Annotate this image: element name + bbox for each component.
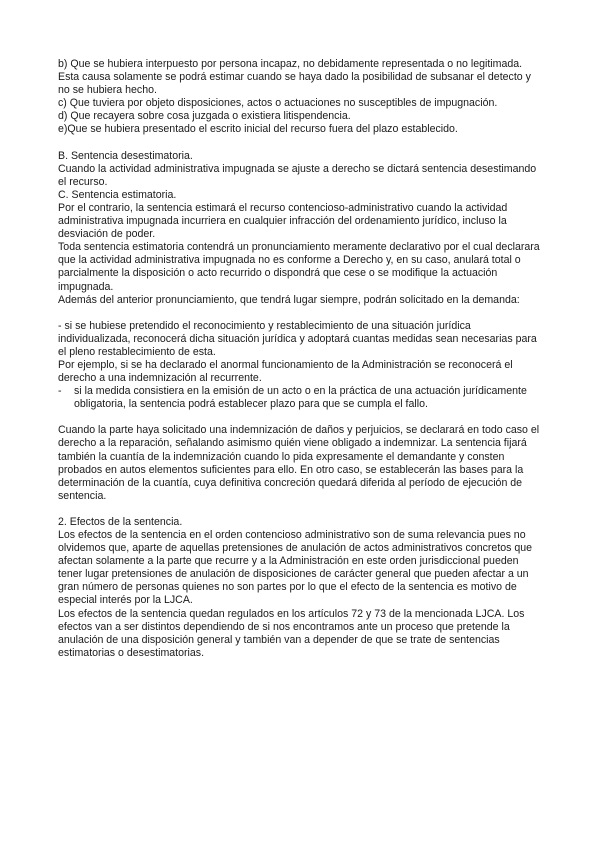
paragraph: Por el contrario, la sentencia estimará el recurso contencioso-administrativo cuando la actividad administrativa impugnada incurriera en cualquier infracción del ordenamiento jurídico, incluso la desviación de poder. (58, 201, 508, 241)
spacer (58, 137, 542, 150)
paragraph: Los efectos de la sentencia quedan regulados en los artículos 72 y 73 de la mencionada LJCA. Los efectos van a ser distintos dependiendo de si nos encontramos ante un proceso que pretende la anulación de una disposición general y también van a depender de que se trate de sentencias estimatorias o desestimatorias. (58, 607, 525, 659)
paragraph: Cuando la parte haya solicitado una indemnización de daños y perjuicios, se declarará en todo caso el derecho a la reparación, señalando asimismo quién viene obligado a indemnizar. La sentencia fijará también la cuantía de la indemnización cuando lo pida expresamente el demandante y consten probados en autos elementos suficientes para ello. En otro caso, se establecerán las bases para la determinación de la cuantía, cuya definitiva concreción quedará diferida al período de ejecución de sentencia. (58, 424, 540, 502)
paragraph: Los efectos de la sentencia en el orden contencioso administrativo son de suma relevancia pues no olvidemos que, aparte de aquellas pretensiones de anulación de actos administrativos concretos que afectan solamente a la parte que recurre y a la Administración en este orden jurisdiccional pueden tener lugar pretensiones de anulación de disposiciones de carácter general que pueden afectar a un gran número de personas quienes no son partes por lo que el efecto de la sentencia es motivo de especial interés por la LJCA. (58, 529, 533, 607)
paragraph: Esta causa solamente se podrá estimar cuando se haya dado la posibilidad de subsanar el detecto y no se hubiera hecho. (58, 71, 531, 97)
paragraph: c) Que tuviera por objeto disposiciones, actos o actuaciones no susceptibles de impugnación. (58, 97, 498, 110)
section-heading: B. Sentencia desestimatoria. (58, 149, 193, 162)
paragraph: Cuando la actividad administrativa impugnada se ajuste a derecho se dictará sentencia desestimando el recurso. (58, 162, 537, 188)
list-item: - si se hubiese pretendido el reconocimiento y restablecimiento de una situación jurídica individualizada, reconocerá dicha situación jurídica y adoptará cuantas medidas sean necesarias para el pleno restablecimiento de esta. (58, 319, 537, 358)
spacer (58, 503, 542, 516)
paragraph: b) Que se hubiera interpuesto por persona incapaz, no debidamente representada o no legitimada. (58, 58, 523, 70)
document-body (58, 58, 542, 660)
section-heading: C. Sentencia estimatoria. (58, 188, 177, 201)
list-item-text: si la medida consistiera en la emisión de un acto o en la práctica de una actuación jurídicamente obligatoria, la sentencia podrá establecer plazo para que se cumpla el fallo. (74, 385, 527, 411)
section-heading: 2. Efectos de la sentencia. (58, 515, 183, 528)
paragraph: Toda sentencia estimatoria contendrá un pronunciamiento meramente declarativo por el cual declarara que la actividad administrativa impugnada no es conforme a Derecho y, en su caso, anulará total o parcialmente la disposición o acto recurrido o dispondrá que cese o se modifique la actuación impugnada. (58, 241, 540, 293)
list-item (58, 385, 542, 411)
paragraph: Por ejemplo, si se ha declarado el anormal funcionamiento de la Administración se reconocerá el derecho a una indemnización al recurrente. (58, 358, 513, 385)
spacer (58, 411, 542, 424)
dash-marker: - (58, 385, 62, 398)
paragraph: e)Que se hubiera presentado el escrito inicial del recurso fuera del plazo establecido. (58, 123, 458, 136)
paragraph: d) Que recayera sobre cosa juzgada o existiera litispendencia. (58, 110, 351, 123)
spacer (58, 307, 542, 320)
paragraph: Además del anterior pronunciamiento, que tendrá lugar siempre, podrán solicitado en la demanda: (58, 293, 520, 306)
